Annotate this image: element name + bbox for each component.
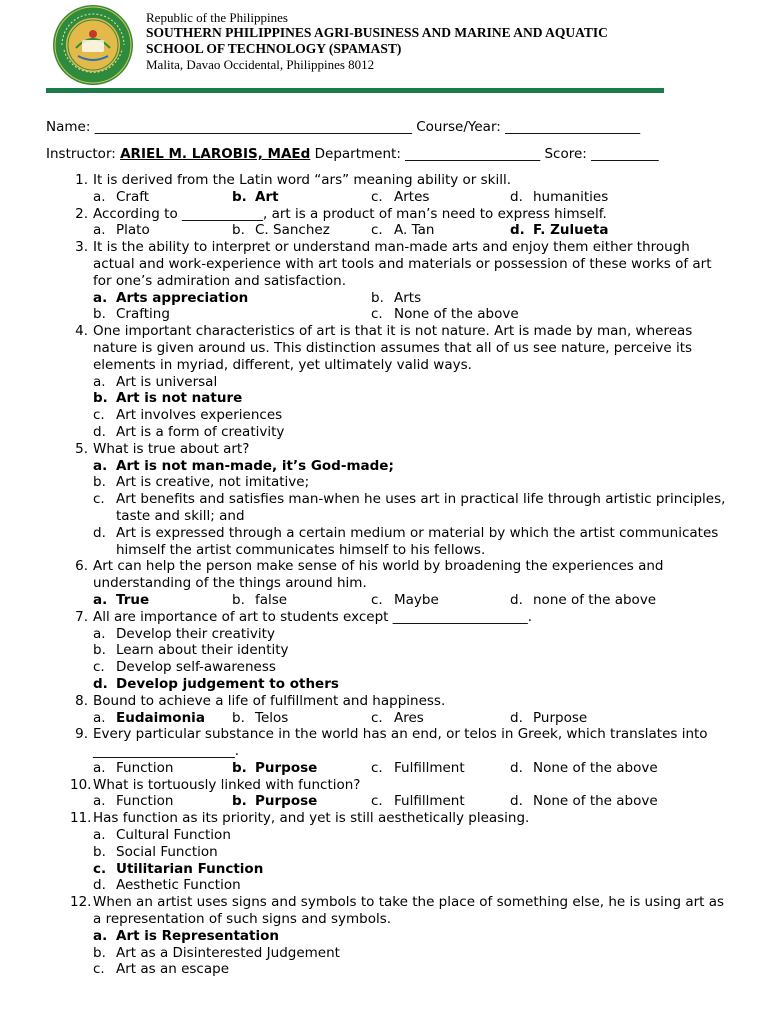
question-1 bbox=[46, 172, 726, 189]
question-8-options bbox=[46, 710, 726, 727]
option[interactable]: d. Aesthetic Function bbox=[93, 877, 241, 894]
option-answer[interactable]: a. Art is Representation bbox=[93, 927, 279, 944]
question-10 bbox=[46, 777, 726, 794]
school-name-line2: SCHOOL OF TECHNOLOGY (SPAMAST) bbox=[146, 41, 402, 56]
option[interactable]: c. Fulfillment bbox=[371, 793, 465, 810]
option[interactable]: b. Learn about their identity bbox=[93, 642, 289, 659]
question-6-options bbox=[46, 592, 726, 609]
question-2-options bbox=[46, 222, 726, 239]
option[interactable]: d. humanities bbox=[510, 188, 609, 205]
option-answer[interactable]: c. Utilitarian Function bbox=[93, 860, 264, 877]
student-info-fields bbox=[46, 118, 736, 163]
course-label: Course/Year: bbox=[416, 119, 501, 135]
option[interactable]: c. Develop self-awareness bbox=[93, 659, 276, 676]
option-answer[interactable]: a. Eudaimonia bbox=[93, 709, 205, 726]
name-label: Name: bbox=[46, 119, 91, 135]
institution-block bbox=[146, 10, 608, 73]
instructor-name: ARIEL M. LAROBIS, MAEd bbox=[120, 146, 311, 162]
option-answer[interactable]: d. F. Zulueta bbox=[510, 222, 609, 239]
option[interactable]: d. None of the above bbox=[510, 759, 658, 776]
question-4 bbox=[46, 323, 726, 373]
document-header bbox=[52, 4, 732, 86]
option[interactable]: c. None of the above bbox=[371, 306, 519, 323]
question-list bbox=[46, 172, 726, 978]
question-number: 9. bbox=[75, 726, 88, 743]
school-name-line1: SOUTHERN PHILIPPINES AGRI-BUSINESS AND MARINE AND AQUATIC bbox=[146, 25, 608, 40]
question-1-options bbox=[46, 189, 726, 206]
option[interactable]: a. Art is universal bbox=[93, 373, 218, 390]
option[interactable]: b. Crafting bbox=[93, 306, 170, 323]
option[interactable]: d. Art is expressed through a certain medium or material by which the artist communicates himself the artist communicates himself to his fellows. bbox=[93, 524, 719, 558]
option[interactable]: b. Art as a Disinterested Judgement bbox=[93, 944, 340, 961]
option[interactable]: d. None of the above bbox=[510, 793, 658, 810]
option[interactable]: c. Artes bbox=[371, 188, 430, 205]
option[interactable]: c. Art involves experiences bbox=[93, 407, 283, 424]
option[interactable]: a. Develop their creativity bbox=[93, 625, 275, 642]
option[interactable]: c. Art as an escape bbox=[93, 961, 229, 978]
question-number: 8. bbox=[75, 692, 88, 709]
option[interactable]: d. Art is a form of creativity bbox=[93, 423, 285, 440]
question-text: It is the ability to interpret or understand man-made arts and enjoy them either through actual and work-experience with art tools and materials or possession of these works of art for one’s admiration and satisfaction. bbox=[93, 239, 712, 289]
question-number: 12. bbox=[70, 894, 92, 911]
option[interactable]: a. Cultural Function bbox=[93, 827, 231, 844]
option-answer[interactable]: d. Develop judgement to others bbox=[93, 675, 339, 692]
school-address: Malita, Davao Occidental, Philippines 8012 bbox=[146, 57, 375, 72]
question-5 bbox=[46, 441, 726, 458]
option-answer[interactable]: b. Purpose bbox=[232, 793, 318, 810]
option[interactable]: a. Function bbox=[93, 759, 174, 776]
republic-line: Republic of the Philippines bbox=[146, 10, 288, 25]
option-answer[interactable]: a. Arts appreciation bbox=[93, 289, 249, 306]
option[interactable]: d. Purpose bbox=[510, 709, 588, 726]
question-12-options bbox=[46, 928, 726, 978]
option[interactable]: c. Fulfillment bbox=[371, 759, 465, 776]
option-answer[interactable]: a. Art is not man-made, it’s God-made; bbox=[93, 457, 394, 474]
question-number: 2. bbox=[75, 205, 88, 222]
question-11 bbox=[46, 810, 726, 827]
option[interactable]: b. Social Function bbox=[93, 843, 218, 860]
question-7 bbox=[46, 609, 726, 626]
option[interactable]: b. Arts bbox=[371, 289, 422, 306]
question-8 bbox=[46, 693, 726, 710]
option[interactable]: b. C. Sanchez bbox=[232, 222, 330, 239]
name-blank[interactable]: _______________________________________________ bbox=[94, 119, 412, 135]
instructor-line bbox=[46, 145, 736, 163]
school-seal-logo bbox=[52, 4, 134, 86]
question-number: 7. bbox=[75, 608, 88, 625]
question-text: One important characteristics of art is that it is not nature. Art is made by man, whereas nature is given around us. This distinction assumes that all of us see nature, perceive its elements in myriad, different, yet ultimately valid ways. bbox=[93, 323, 693, 373]
course-blank[interactable]: ____________________ bbox=[505, 119, 641, 135]
option[interactable]: c. Art benefits and satisfies man-when he uses art in practical life through artistic principles, taste and skill; and bbox=[93, 491, 726, 524]
question-6 bbox=[46, 558, 726, 592]
option[interactable]: b. false bbox=[232, 591, 288, 608]
question-5-options bbox=[46, 458, 726, 559]
question-text: Bound to achieve a life of fulfillment and happiness. bbox=[93, 692, 446, 709]
option[interactable]: c. Ares bbox=[371, 709, 424, 726]
score-label: Score: bbox=[544, 146, 587, 162]
question-number: 3. bbox=[75, 239, 88, 256]
option[interactable]: b. Telos bbox=[232, 709, 289, 726]
question-number: 6. bbox=[75, 558, 88, 575]
question-10-options bbox=[46, 793, 726, 810]
option-answer[interactable]: a. True bbox=[93, 591, 150, 608]
question-3-options bbox=[46, 290, 726, 324]
question-text: What is tortuously linked with function? bbox=[93, 776, 361, 793]
question-2 bbox=[46, 206, 726, 223]
option-answer[interactable]: b. Purpose bbox=[232, 759, 318, 776]
option[interactable]: a. Function bbox=[93, 793, 174, 810]
question-7-options bbox=[46, 626, 726, 693]
option[interactable]: d. none of the above bbox=[510, 591, 657, 608]
question-12 bbox=[46, 894, 726, 928]
question-number: 5. bbox=[75, 440, 88, 457]
question-9 bbox=[46, 726, 726, 760]
score-blank[interactable]: __________ bbox=[591, 146, 659, 162]
question-3 bbox=[46, 239, 726, 289]
department-label: Department: bbox=[314, 146, 401, 162]
question-text: Every particular substance in the world has an end, or telos in Greek, which translates into _____________________. bbox=[93, 726, 708, 760]
question-4-options bbox=[46, 374, 726, 441]
question-text: Has function as its priority, and yet is still aesthetically pleasing. bbox=[93, 810, 530, 827]
instructor-label: Instructor: bbox=[46, 146, 116, 162]
question-text: What is true about art? bbox=[93, 440, 250, 457]
question-text: According to ____________, art is a product of man’s need to express himself. bbox=[93, 205, 607, 222]
option[interactable]: b. Art is creative, not imitative; bbox=[93, 474, 310, 491]
question-number: 11. bbox=[70, 810, 92, 827]
header-divider bbox=[46, 88, 664, 93]
option[interactable]: a. Plato bbox=[93, 222, 150, 239]
question-number: 4. bbox=[75, 323, 88, 340]
question-number: 1. bbox=[75, 172, 88, 188]
option-answer[interactable]: b. Art bbox=[232, 188, 279, 205]
question-number: 10. bbox=[70, 776, 92, 793]
question-text: When an artist uses signs and symbols to take the place of something else, he is using art as a representation of such signs and symbols. bbox=[93, 894, 725, 928]
option[interactable]: c. A. Tan bbox=[371, 222, 435, 239]
question-text: All are importance of art to students except ____________________. bbox=[93, 608, 533, 625]
option-answer[interactable]: b. Art is not nature bbox=[93, 390, 243, 407]
question-text: It is derived from the Latin word “ars” meaning ability or skill. bbox=[93, 172, 512, 188]
question-9-options bbox=[46, 760, 726, 777]
question-11-options bbox=[46, 827, 726, 894]
question-text: Art can help the person make sense of his world by broadening the experiences and understanding of the things around him. bbox=[93, 558, 664, 592]
name-course-line bbox=[46, 118, 736, 136]
option[interactable]: c. Maybe bbox=[371, 591, 439, 608]
department-blank[interactable]: ____________________ bbox=[405, 146, 541, 162]
option[interactable]: a. Craft bbox=[93, 188, 150, 205]
